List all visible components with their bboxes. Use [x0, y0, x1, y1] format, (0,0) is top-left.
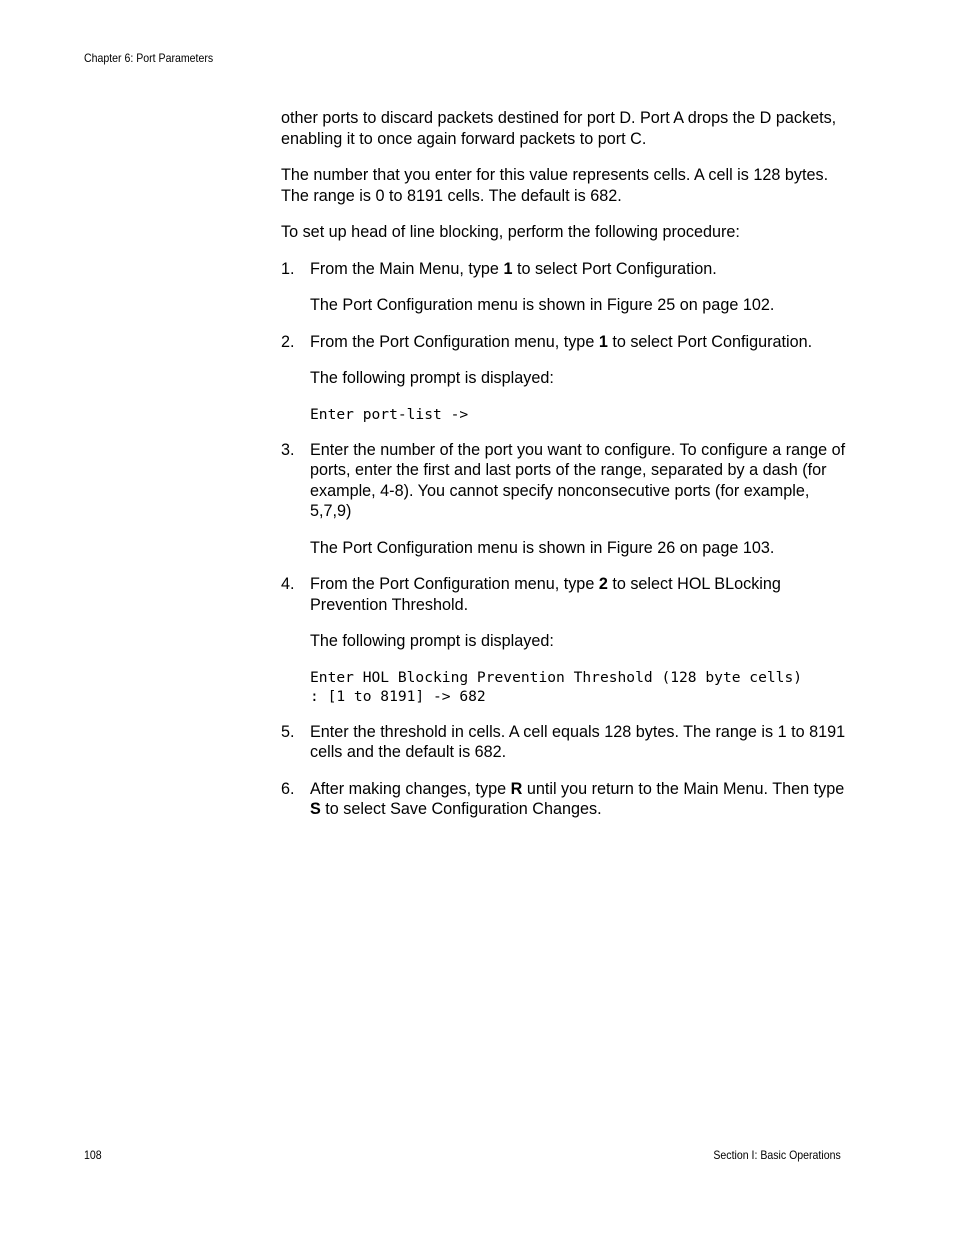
step-text: Enter the number of the port you want to configure. To configure a range of ports, enter the first and last ports of the range, separated by a dash (for example, 4-8). You cannot specify nonconsecutive ports (for example, 5,7,9) — [310, 440, 846, 520]
step-key: S — [310, 800, 321, 818]
step-text: From the Port Configuration menu, type — [310, 332, 599, 351]
step-key: R — [510, 779, 523, 798]
running-header: Chapter 6: Port Parameters — [84, 51, 214, 65]
step-text: Enter the threshold in cells. A cell equals 128 bytes. The range is 1 to 8191 cells and the default is 682. — [310, 722, 846, 761]
step-text: to select Port Configuration. — [512, 259, 717, 278]
step-6 — [281, 779, 846, 820]
intro-paragraph-3: To set up head of line blocking, perform the following procedure: — [281, 223, 740, 241]
step-text: to select Port Configuration. — [607, 332, 813, 351]
step-4-note: The following prompt is displayed: — [310, 632, 554, 650]
intro-paragraph-2: The number that you enter for this value represents cells. A cell is 128 bytes. The range is 0 to 8191 cells. The default is 682. — [281, 166, 829, 205]
step-key: 1 — [503, 259, 513, 278]
step-1 — [281, 259, 846, 280]
step-2-note: The following prompt is displayed: — [310, 369, 554, 387]
step-3-note: The Port Configuration menu is shown in Figure 26 on page 103. — [310, 538, 775, 557]
step-text: After making changes, type — [310, 779, 511, 798]
page-number: 108 — [84, 1148, 102, 1162]
intro-paragraph-1: other ports to discard packets destined for port D. Port A drops the D packets, enabling it to once again forward packets to port C. — [281, 109, 837, 148]
step-number: 4. — [281, 575, 295, 593]
step-2 — [281, 332, 846, 353]
running-footer-section: Section I: Basic Operations — [713, 1148, 841, 1162]
step-text: From the Port Configuration menu, type — [310, 575, 599, 593]
page-body — [281, 108, 846, 836]
code-line: Enter HOL Blocking Prevention Threshold (128 byte cells) — [310, 668, 803, 686]
step-1-note: The Port Configuration menu is shown in Figure 25 on page 102. — [310, 296, 775, 314]
step-text: From the Main Menu, type — [310, 259, 504, 278]
step-2-prompt — [281, 405, 846, 424]
step-5 — [281, 722, 846, 763]
step-text: until you return to the Main Menu. Then type — [522, 779, 845, 798]
step-key: 2 — [598, 575, 608, 593]
code-line: Enter port-list -> — [310, 405, 469, 423]
step-text: to select HOL BLocking Prevention Threshold. — [310, 575, 781, 614]
step-number: 3. — [281, 440, 295, 459]
code-line: : [1 to 8191] -> 682 — [310, 687, 486, 705]
step-4 — [281, 574, 846, 615]
step-3 — [281, 440, 846, 522]
step-number: 5. — [281, 722, 295, 741]
step-text: to select Save Configuration Changes. — [320, 800, 602, 818]
step-number: 6. — [281, 779, 295, 798]
step-number: 1. — [281, 259, 295, 278]
step-4-prompt — [281, 668, 846, 706]
step-number: 2. — [281, 332, 295, 351]
step-key: 1 — [598, 332, 608, 351]
